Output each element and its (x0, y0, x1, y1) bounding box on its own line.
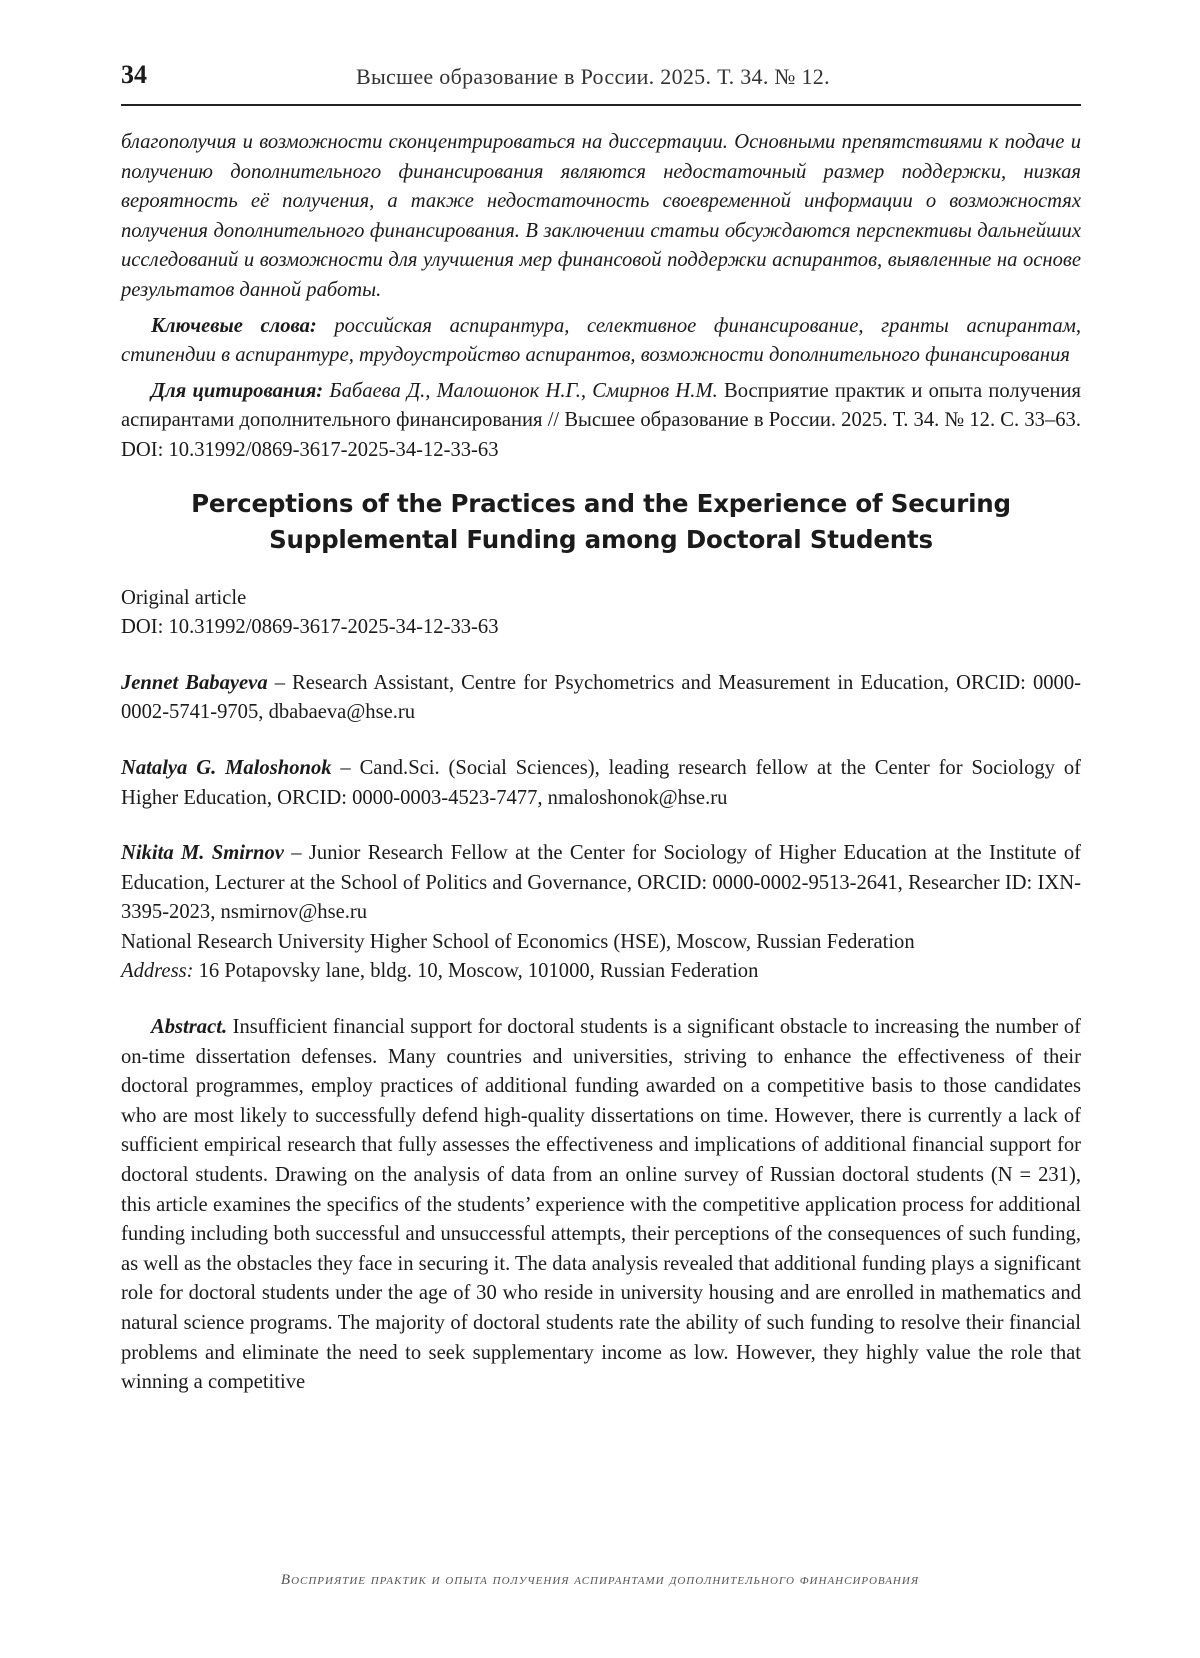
affiliation: National Research University Higher School of Economics (HSE), Moscow, Russian Federation (121, 930, 915, 953)
article-title-line-2: Supplemental Funding among Doctoral Students (269, 524, 933, 554)
citation-ru-text: Восприятие практик и опыта получения аспирантами дополнительного финансирования // Высшее образование в России. 2025. Т. 34. № 12. С. 33–63. DOI: 10.31992/0869-3617-2025-34-12-33-63 (121, 379, 1082, 461)
address-label: Address: (121, 960, 194, 983)
abstract-en-label: Abstract. (151, 1016, 228, 1039)
abstract-en-text: Insufficient financial support for doctoral students is a significant obstacle to increasing the number of on-time dissertation defenses. Many countries and universities, striving to enhance the effectiveness of their doctoral programmes, employ practices of additional funding awarded on a competitive basis to those candidates who are most likely to successfully defend high-quality dissertations on time. However, there is currently a lack of sufficient empirical research that fully assesses the effectiveness and implications of additional financial support for doctoral students. Drawing on the analysis of data from an online survey of Russian doctoral students (N = 231), this article examines the specifics of the students’ experience with the competitive application process for additional funding including both successful and unsuccessful attempts, their perceptions of the consequences of such funding, as well as the obstacles they face in securing it. The data analysis revealed that additional funding plays a significant role for doctoral students under the age of 30 who reside in university housing and are enrolled in mathematics and natural science programs. The majority of doctoral students rate the ability of such funding to resolve their financial problems and eliminate the need to seek supplementary income as low. However, they highly value the role that winning a competitive (121, 1016, 1081, 1394)
author-name: Jennet Babayeva (121, 671, 268, 694)
article-doi: DOI: 10.31992/0869-3617-2025-34-12-33-63 (121, 616, 499, 639)
author-details: – Junior Research Fellow at the Center for Sociology of Higher Education at the Institute of Education, Lecturer at the School of Politics and Governance, ORCID: 0000-0002-9513-2641, Researcher ID: IXN-3395-2023, nsmirnov@hse.ru (121, 842, 1081, 924)
article-info (121, 584, 1081, 643)
article-title-en (121, 486, 1081, 558)
page-footer-running-title: Восприятие практик и опыта получения аспирантами дополнительного финансирования (280, 1572, 920, 1588)
author-entry (121, 839, 1081, 928)
abstract-en (121, 1013, 1081, 1398)
journal-running-head: Высшее образование в России. 2025. Т. 34. № 12. (356, 64, 830, 89)
citation-ru-authors: Бабаева Д., Малошонок Н.Г., Смирнов Н.М. (329, 379, 718, 402)
address-text: 16 Potapovsky lane, bldg. 10, Moscow, 101000, Russian Federation (193, 960, 759, 983)
page-number: 34 (121, 60, 147, 89)
citation-ru (121, 377, 1081, 466)
address (121, 957, 1081, 987)
citation-ru-label: Для цитирования: (151, 379, 324, 402)
author-entry (121, 754, 1081, 813)
author-entry (121, 669, 1081, 728)
author-name: Nikita M. Smirnov (121, 842, 284, 865)
author-name: Natalya G. Maloshonok (121, 756, 332, 779)
keywords-ru-text: российская аспирантура, селективное финансирование, гранты аспирантам, стипендии в аспирантуре, трудоустройство аспирантов, возможности дополнительного финансирования (121, 314, 1081, 367)
author-details: – Cand.Sci. (Social Sciences), leading research fellow at the Center for Sociology of Higher Education, ORCID: 0000-0003-4523-7477, nmaloshonok@hse.ru (121, 756, 1081, 809)
article-title-line-1: Perceptions of the Practices and the Experience of Securing (191, 488, 1011, 518)
keywords-ru (121, 312, 1081, 371)
page-body (121, 128, 1081, 1398)
page-header (121, 56, 1081, 106)
article-type: Original article (121, 586, 247, 609)
keywords-ru-label: Ключевые слова: (151, 314, 317, 337)
abstract-ru-continuation: благополучия и возможности сконцентрироваться на диссертации. Основными препятствиями к подаче и получению дополнительного финансирования являются недостаточный размер поддержки, низкая вероятность её получения, а также недостаточность своевременной информации о возможностях получения дополнительного финансирования. В заключении статьи обсуждаются перспективы дальнейших исследований и возможности для улучшения мер финансовой поддержки аспирантов, выявленные на основе результатов данной работы. (121, 131, 1081, 301)
author-details: – Research Assistant, Centre for Psychometrics and Measurement in Education, ORCID: 0000-0002-5741-9705, dbabaeva@hse.ru (121, 671, 1082, 724)
